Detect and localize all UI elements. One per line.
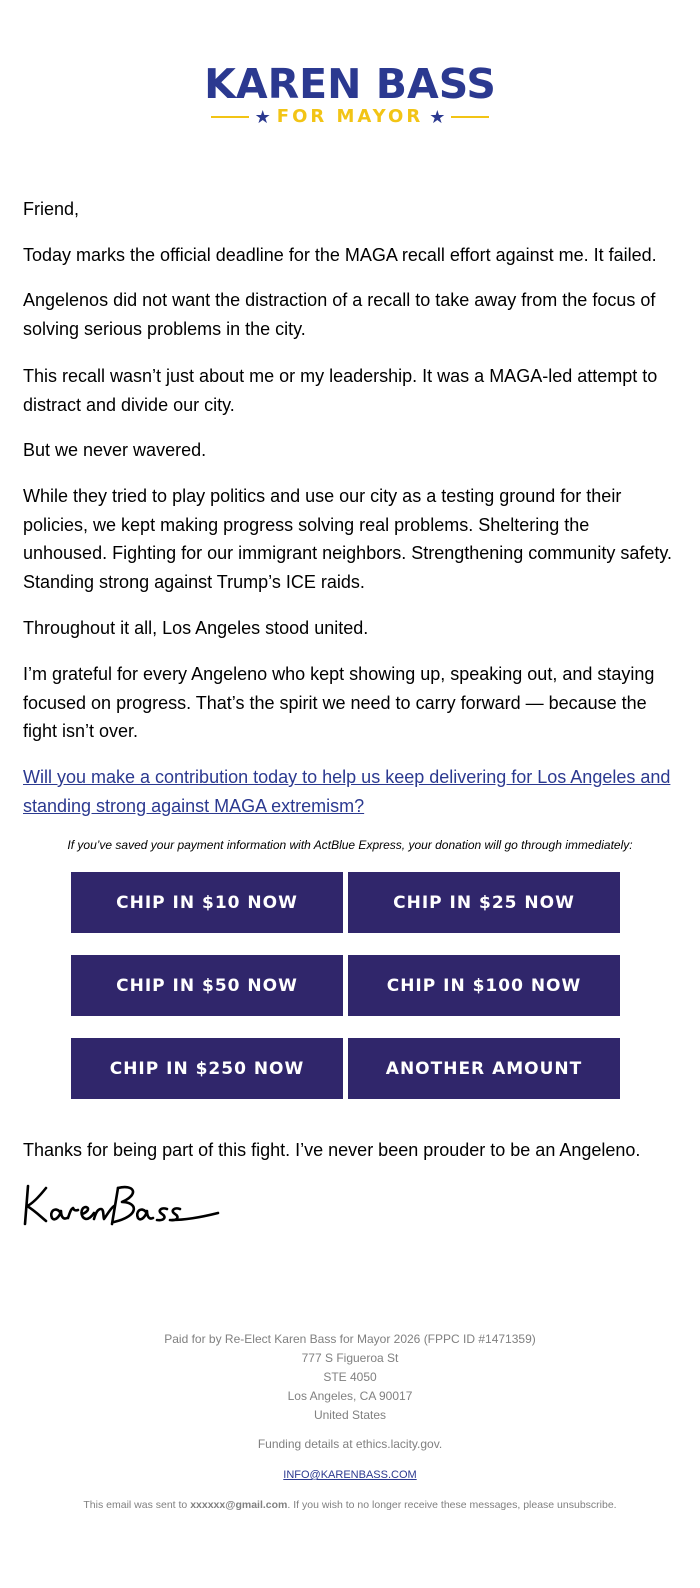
body-paragraph: Angelenos did not want the distraction of a recall to take away from the focus of solving serious problems in the city.	[23, 290, 656, 339]
footer-address-block	[0, 1330, 700, 1425]
body-paragraph: But we never wavered.	[23, 440, 207, 460]
address-line-1: 777 S Figueroa St	[301, 1351, 399, 1365]
star-icon: ★	[254, 107, 271, 127]
address-line-2: STE 4050	[323, 1370, 377, 1384]
chip-in-50-button[interactable]: CHIP IN $50 NOW	[71, 955, 343, 1016]
another-amount-button[interactable]: ANOTHER AMOUNT	[348, 1038, 620, 1099]
signature-image	[22, 1178, 222, 1230]
sent-prefix: This email was sent to	[83, 1499, 191, 1511]
contribution-link[interactable]: Will you make a contribution today to help us keep delivering for Los Angeles and standing strong against MAGA extremism?	[23, 767, 671, 816]
unsubscribe-text[interactable]: . If you wish to no longer receive these messages, please unsubscribe.	[287, 1499, 617, 1511]
chip-in-100-button[interactable]: CHIP IN $100 NOW	[348, 955, 620, 1016]
body-paragraph: Today marks the official deadline for the MAGA recall effort against me. It failed.	[23, 245, 657, 265]
address-city: Los Angeles, CA 90017	[287, 1389, 413, 1403]
logo-name: KAREN BASS	[204, 60, 496, 108]
body-paragraph: This recall wasn’t just about me or my leadership. It was a MAGA-led attempt to distract and divide our city.	[23, 366, 658, 415]
body-paragraph: While they tried to play politics and use our city as a testing ground for their policies, we kept making progress solving real problems. Sheltering the unhoused. Fighting for our immigrant neighbors. Strengthening community safety. Standing strong against Trump’s ICE raids.	[23, 486, 673, 592]
contact-email-row	[0, 1469, 700, 1481]
star-icon: ★	[429, 107, 446, 127]
body-paragraph: Throughout it all, Los Angeles stood united.	[23, 618, 369, 638]
logo-subtitle-row	[0, 106, 700, 128]
chip-in-25-button[interactable]: CHIP IN $25 NOW	[348, 872, 620, 933]
logo-rule-left	[211, 116, 249, 118]
chip-in-10-button[interactable]: CHIP IN $10 NOW	[71, 872, 343, 933]
paid-for-disclaimer: Paid for by Re-Elect Karen Bass for Mayor 2026 (FPPC ID #1471359)	[164, 1332, 536, 1346]
actblue-express-note: If you’ve saved your payment information with ActBlue Express, your donation will go through immediately:	[67, 838, 633, 852]
campaign-logo	[0, 60, 700, 128]
unsubscribe-notice	[0, 1499, 700, 1511]
chip-in-250-button[interactable]: CHIP IN $250 NOW	[71, 1038, 343, 1099]
logo-subtitle: FOR MAYOR	[276, 106, 424, 127]
contribution-cta	[23, 763, 673, 820]
body-paragraph: I’m grateful for every Angeleno who kept showing up, speaking out, and staying focused on progress. That’s the spirit we need to carry forward — because the fight isn’t over.	[23, 664, 655, 741]
greeting: Friend,	[23, 199, 80, 219]
funding-details: Funding details at ethics.lacity.gov.	[257, 1437, 443, 1451]
logo-rule-right	[451, 116, 489, 118]
recipient-email: xxxxxx@gmail.com	[190, 1499, 288, 1511]
contact-email-link[interactable]: INFO@KARENBASS.COM	[283, 1469, 417, 1481]
closing-line: Thanks for being part of this fight. I’ve never been prouder to be an Angeleno.	[23, 1140, 641, 1160]
address-country: United States	[313, 1408, 387, 1422]
